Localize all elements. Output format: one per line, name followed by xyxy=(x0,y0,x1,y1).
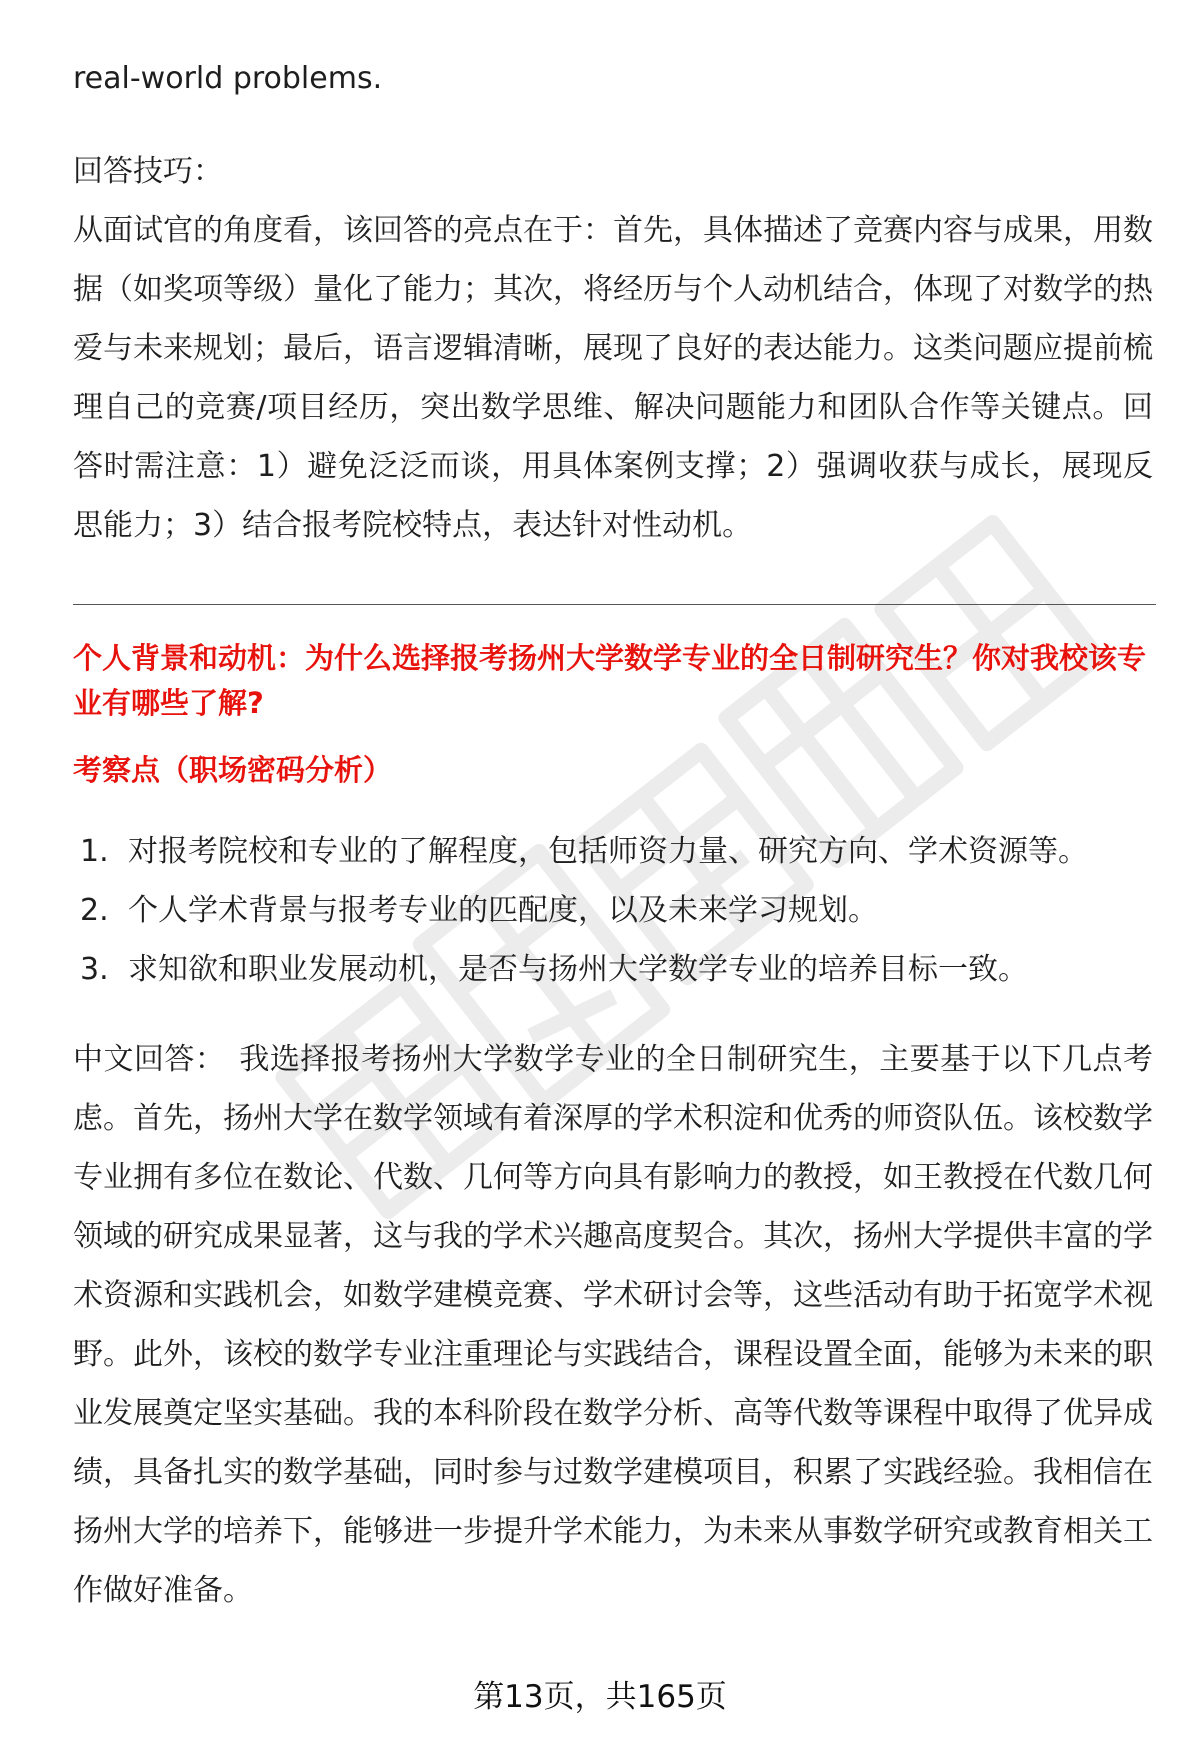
list-item-text: 求知欲和职业发展动机，是否与扬州大学数学专业的培养目标一致。 xyxy=(128,952,1028,987)
section-divider xyxy=(73,604,1156,605)
list-item-number: 2. xyxy=(80,893,109,928)
tips-label: 回答技巧： xyxy=(73,154,223,189)
previous-text-tail: real-world problems. xyxy=(73,61,383,96)
answer-body: 我选择报考扬州大学数学专业的全日制研究生，主要基于以下几点考虑。首先，扬州大学在数学领域有着深厚的学术积淀和优秀的师资队伍。该校数学专业拥有多位在数论、代数、几何等方向具有影响力的教授，如王教授在代数几何领域的研究成果显著，这与我的学术兴趣高度契合。其次，扬州大学提供丰富的学术资源和实践机会，如数学建模竞赛、学术研讨会等，这些活动有助于拓宽学术视野。此外，该校的数学专业注重理论与实践结合，课程设置全面，能够为未来的职业发展奠定坚实基础。我的本科阶段在数学分析、高等代数等课程中取得了优异成绩，具备扎实的数学基础，同时参与过数学建模项目，积累了实践经验。我相信在扬州大学的培养下，能够进一步提升学术能力，为未来从事数学研究或教育相关工作做好准备。 xyxy=(73,1042,1154,1608)
exam-points-list xyxy=(80,822,1150,999)
question-heading: 个人背景和动机：为什么选择报考扬州大学数学专业的全日制研究生？你对我校该专业有哪些了解? xyxy=(73,641,1147,720)
list-item-number: 3. xyxy=(80,952,109,987)
tips-body: 从面试官的角度看，该回答的亮点在于：首先，具体描述了竞赛内容与成果，用数据（如奖项等级）量化了能力；其次，将经历与个人动机结合，体现了对数学的热爱与未来规划；最后，语言逻辑清晰，展现了良好的表达能力。这类问题应提前梳理自己的竞赛/项目经历，突出数学思维、解决问题能力和团队合作等关键点。回答时需注意：1）避免泛泛而谈，用具体案例支撑；2）强调收获与成长，展现反思能力；3）结合报考院校特点，表达针对性动机。 xyxy=(73,213,1153,543)
answer-paragraph xyxy=(73,1030,1153,1620)
page-number-footer: 第13页，共165页 xyxy=(473,1679,727,1715)
list-item xyxy=(80,822,1150,881)
list-item xyxy=(80,881,1150,940)
list-item-text: 个人学术背景与报考专业的匹配度，以及未来学习规划。 xyxy=(128,893,878,928)
list-item-text: 对报考院校和专业的了解程度，包括师资力量、研究方向、学术资源等。 xyxy=(128,834,1088,869)
exam-points-heading: 考察点（职场密码分析） xyxy=(73,753,393,787)
list-item-number: 1. xyxy=(80,834,109,869)
list-item xyxy=(80,940,1150,999)
answer-label: 中文回答： xyxy=(73,1042,226,1077)
